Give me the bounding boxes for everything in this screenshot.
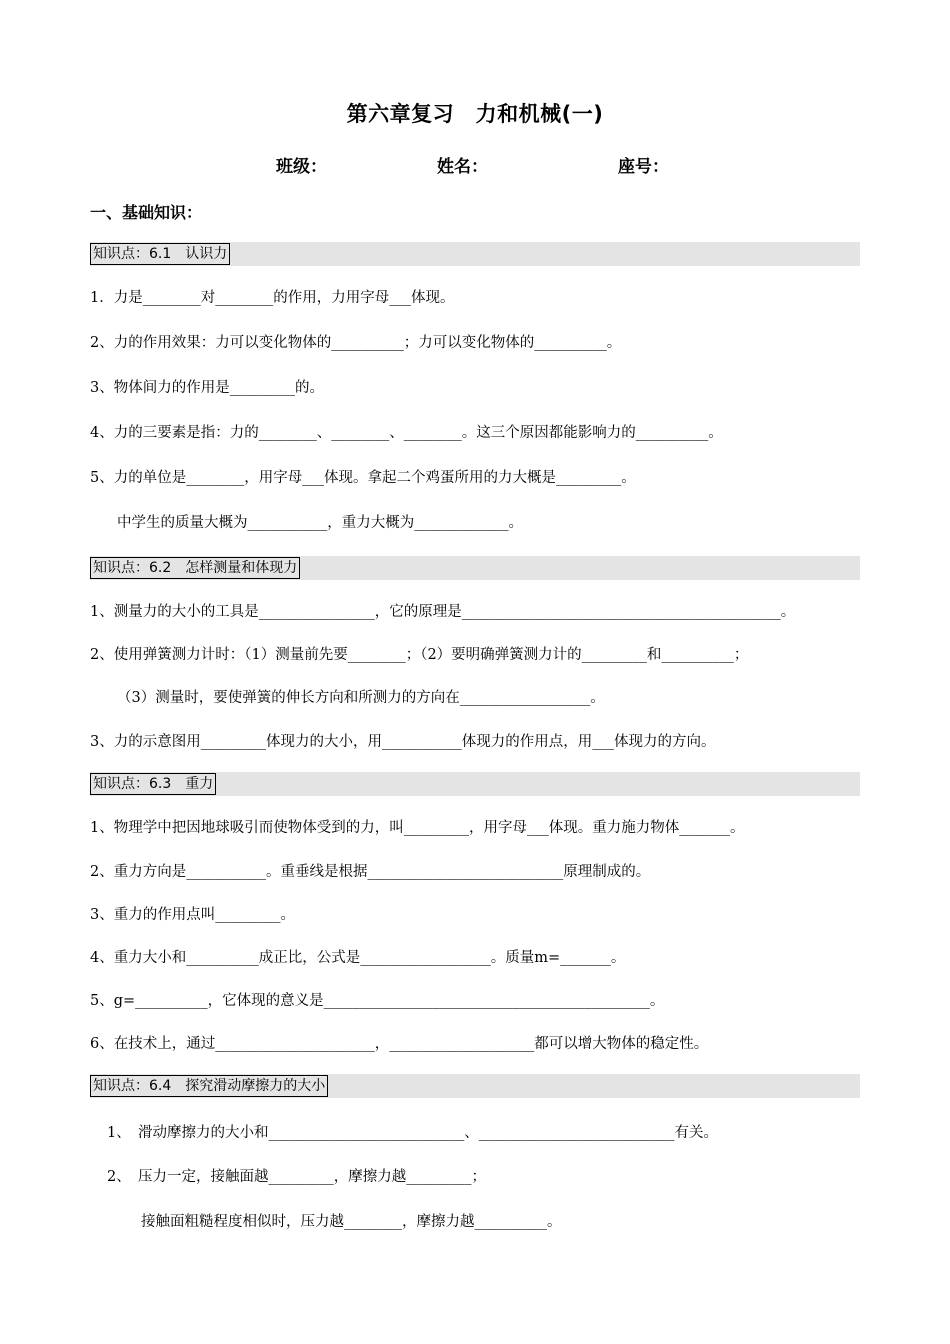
- question-line: 2、使用弹簧测力计时：（1）测量前先要________；（2）要明确弹簧测力计的_________和__________；: [90, 647, 749, 663]
- question-line: 1．力是________对________的作用，力用字母___体现。: [90, 290, 455, 306]
- seat-label: 座号：: [618, 157, 669, 177]
- knowledge-point-label: 知识点：6.1 认识力: [90, 243, 230, 265]
- question-line: 5、力的单位是________，用字母___体现。拿起二个鸡蛋所用的力大概是_________。: [90, 470, 636, 486]
- question-line: 2、 压力一定，接触面越_________，摩擦力越_________；: [107, 1169, 486, 1185]
- question-line: 2、重力方向是___________。重垂线是根据___________________________原理制成的。: [90, 864, 651, 880]
- knowledge-point-6-4: [90, 1074, 860, 1098]
- class-label: 班级：: [276, 157, 327, 177]
- knowledge-point-6-1: [90, 242, 860, 266]
- question-line: 1、测量力的大小的工具是________________，它的原理是____________________________________________。: [90, 604, 796, 620]
- knowledge-point-label: 知识点：6.2 怎样测量和体现力: [90, 557, 300, 579]
- question-line: 4、重力大小和__________成正比，公式是__________________。质量m=_______。: [90, 950, 626, 966]
- question-line: 3、物体间力的作用是_________的。: [90, 380, 324, 396]
- question-line: 接触面粗糙程度相似时，压力越________，摩擦力越__________。: [141, 1214, 562, 1230]
- knowledge-point-label: 知识点：6.3 重力: [90, 773, 216, 795]
- knowledge-point-label: 知识点：6.4 探究滑动摩擦力的大小: [90, 1075, 328, 1097]
- question-line: 4、力的三要素是指：力的________、________、________。这三个原因都能影响力的__________。: [90, 425, 723, 441]
- question-line: （3）测量时，要使弹簧的伸长方向和所测力的方向在__________________。: [117, 690, 605, 706]
- page-title: 第六章复习 力和机械(一): [346, 102, 604, 126]
- question-line: 6、在技术上，通过______________________，____________________都可以增大物体的稳定性。: [90, 1036, 709, 1052]
- question-line: 3、力的示意图用_________体现力的大小，用___________体现力的作用点，用___体现力的方向。: [90, 734, 716, 750]
- question-line: 中学生的质量大概为___________，重力大概为_____________。: [117, 515, 523, 531]
- question-line: 5、g=__________，它体现的意义是_____________________________________________。: [90, 993, 665, 1009]
- name-label: 姓名：: [437, 157, 488, 177]
- section-heading: 一、基础知识：: [90, 203, 203, 222]
- question-line: 1、 滑动摩擦力的大小和___________________________、___________________________有关。: [107, 1125, 718, 1141]
- knowledge-point-6-2: [90, 556, 860, 580]
- knowledge-point-6-3: [90, 772, 860, 796]
- question-line: 1、物理学中把因地球吸引而使物体受到的力，叫_________，用字母___体现。重力施力物体_______。: [90, 820, 745, 836]
- question-line: 3、重力的作用点叫_________。: [90, 907, 295, 923]
- question-line: 2、力的作用效果：力可以变化物体的__________；力可以变化物体的__________。: [90, 335, 622, 351]
